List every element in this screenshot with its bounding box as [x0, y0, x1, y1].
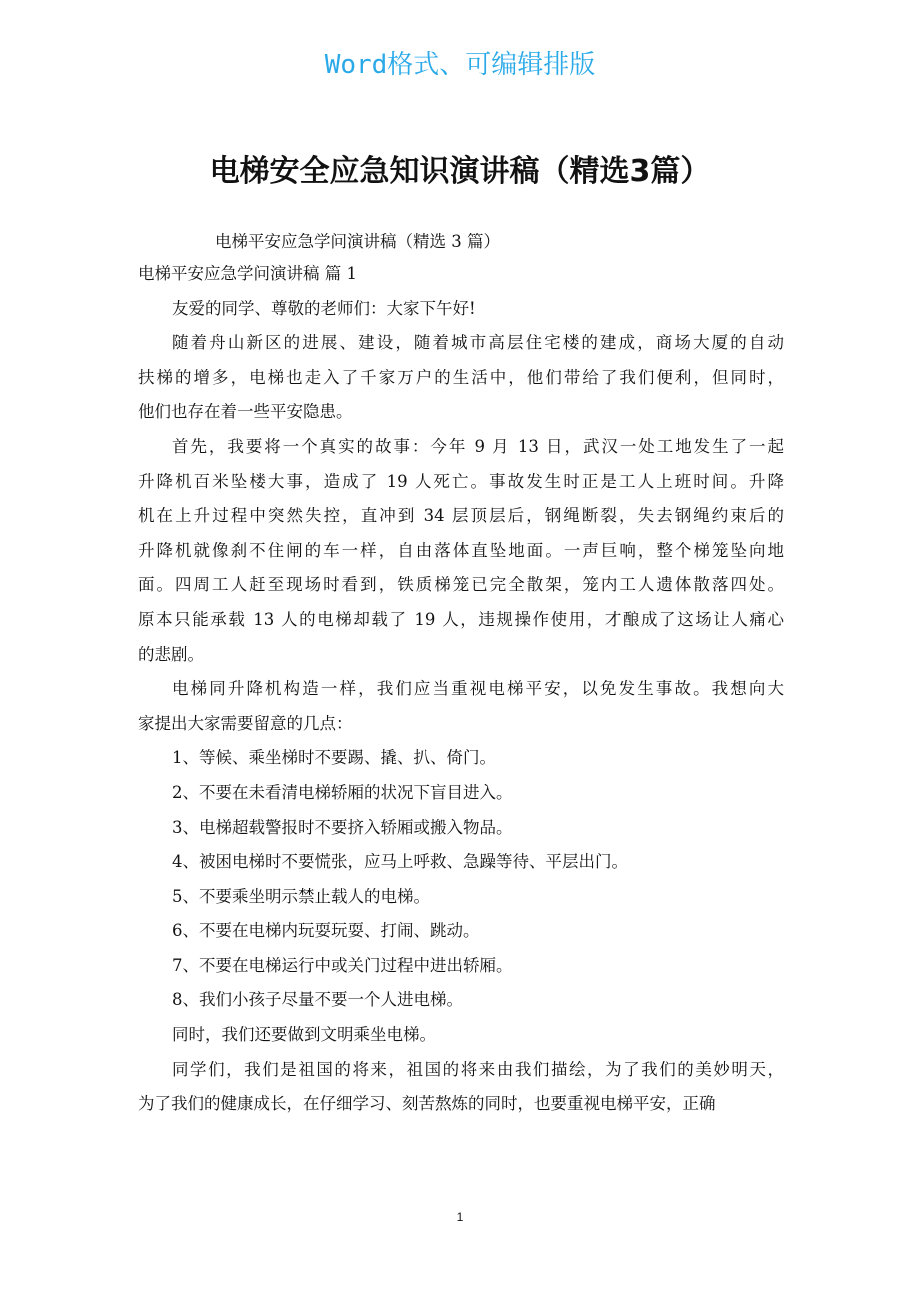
- paragraph-line: 同时，我们还要做到文明乘坐电梯。: [172, 1025, 436, 1045]
- watermark-banner: Word格式、可编辑排版: [324, 50, 596, 80]
- paragraph-line: 面。四周工人赶至现场时看到，铁质梯笼已完全散架，笼内工人遗体散落四处。: [138, 575, 784, 595]
- paragraph-line: 4、被困电梯时不要慌张，应马上呼救、急躁等待、平层出门。: [172, 852, 628, 872]
- paragraph-line: 8、我们小孩子尽量不要一个人进电梯。: [172, 990, 463, 1010]
- paragraph: [138, 919, 784, 954]
- paragraph-line: 首先，我要将一个真实的故事：今年 9 月 13 日，武汉一处工地发生了一起: [172, 436, 784, 456]
- paragraph: [138, 885, 784, 920]
- section-heading: 电梯平安应急学问演讲稿 篇 1: [138, 264, 357, 283]
- paragraph-line: 同学们，我们是祖国的将来，祖国的将来由我们描绘，为了我们的美妙明天，: [172, 1059, 784, 1079]
- paragraph: [138, 781, 784, 816]
- paragraph-line: 7、不要在电梯运行中或关门过程中进出轿厢。: [172, 955, 513, 975]
- paragraph: [138, 850, 784, 885]
- paragraph: [138, 297, 784, 332]
- paragraph-line: 家提出大家需要留意的几点：: [138, 713, 353, 733]
- paragraph: [138, 1023, 784, 1058]
- paragraph-line: 随着舟山新区的进展、建设，随着城市高层住宅楼的建成，商场大厦的自动: [172, 333, 784, 353]
- paragraph-line: 电梯同升降机构造一样，我们应当重视电梯平安，以免发生事故。我想向大: [172, 679, 784, 699]
- paragraph-line: 为了我们的健康成长，在仔细学习、刻苦熬炼的同时，也要重视电梯平安，正确: [138, 1094, 716, 1114]
- paragraph-line: 6、不要在电梯内玩耍玩耍、打闹、跳动。: [172, 921, 480, 941]
- paragraph: [138, 1058, 784, 1127]
- paragraph-line: 扶梯的增多，电梯也走入了千家万户的生活中，他们带给了我们便利，但同时，: [138, 367, 784, 387]
- paragraph-line: 1、等候、乘坐梯时不要踢、撬、扒、倚门。: [172, 748, 496, 768]
- paragraph-line: 原本只能承载 13 人的电梯却载了 19 人，违规操作使用，才酿成了这场让人痛心: [138, 609, 784, 629]
- paragraph-line: 3、电梯超载警报时不要挤入轿厢或搬入物品。: [172, 817, 513, 837]
- document-subtitle: 电梯平安应急学问演讲稿（精选 3 篇）: [215, 232, 500, 251]
- paragraph-line: 2、不要在未看清电梯轿厢的状况下盲目进入。: [172, 782, 513, 802]
- paragraph-line: 他们也存在着一些平安隐患。: [138, 402, 353, 422]
- paragraph: [138, 816, 784, 851]
- paragraph: [138, 435, 784, 677]
- paragraph-line: 友爱的同学、尊敬的老师们：大家下午好!: [172, 298, 476, 318]
- paragraph-line: 升降机就像刹不住闸的车一样，自由落体直坠地面。一声巨响，整个梯笼坠向地: [138, 540, 784, 560]
- paragraph: [138, 331, 784, 435]
- paragraph: [138, 746, 784, 781]
- paragraph-line: 升降机百米坠楼大事，造成了 19 人死亡。事故发生时正是工人上班时间。升降: [138, 471, 784, 491]
- paragraph-line: 的悲剧。: [138, 644, 204, 664]
- document-title: 电梯安全应急知识演讲稿（精选3篇）: [209, 154, 711, 189]
- paragraph: [138, 954, 784, 989]
- paragraph-line: 5、不要乘坐明示禁止载人的电梯。: [172, 886, 430, 906]
- page-number: 1: [456, 1210, 464, 1224]
- document-body: [138, 262, 784, 1127]
- paragraph: [138, 677, 784, 746]
- paragraph: [138, 988, 784, 1023]
- paragraph-line: 机在上升过程中突然失控，直冲到 34 层顶层后，钢绳断裂，失去钢绳约束后的: [138, 506, 784, 526]
